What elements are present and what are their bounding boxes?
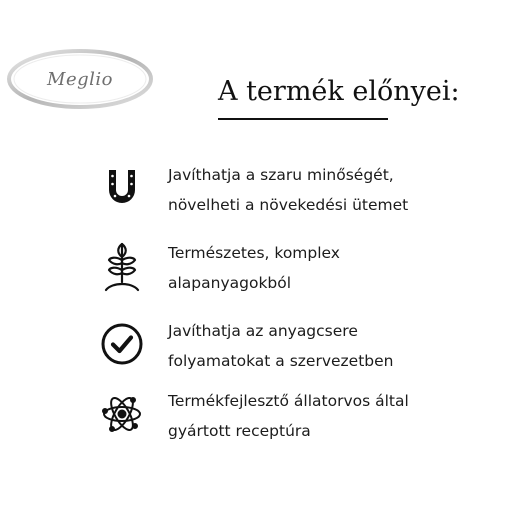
feature-item-hoof-quality (100, 160, 500, 220)
feature-line-2: alapanyagokból (168, 274, 292, 292)
page-title: A termék előnyei: (218, 76, 460, 107)
horseshoe-icon (100, 160, 144, 216)
feature-line-1: Javíthatja az anyagcsere (168, 322, 358, 340)
feature-text (168, 238, 340, 298)
feature-line-2: folyamatokat a szervezetben (168, 352, 394, 370)
atom-icon (100, 386, 144, 442)
checkmark-circle-icon (100, 316, 144, 372)
feature-line-2: növelheti a növekedési ütemet (168, 196, 409, 214)
feature-line-1: Természetes, komplex (168, 244, 340, 262)
feature-text (168, 386, 409, 446)
plant-sprout-icon (100, 238, 144, 294)
feature-line-1: Javíthatja a szaru minőségét, (168, 166, 394, 184)
feature-text (168, 316, 393, 376)
feature-line-1: Termékfejlesztő állatorvos által (168, 392, 409, 410)
feature-item-vet-recipe (100, 386, 500, 446)
logo-text: Meglio (47, 68, 113, 90)
brand-logo (6, 48, 154, 110)
title-underline (218, 118, 388, 120)
feature-line-2: gyártott receptúra (168, 422, 311, 440)
feature-item-natural (100, 238, 500, 298)
feature-text (168, 160, 408, 220)
feature-item-metabolism (100, 316, 500, 376)
